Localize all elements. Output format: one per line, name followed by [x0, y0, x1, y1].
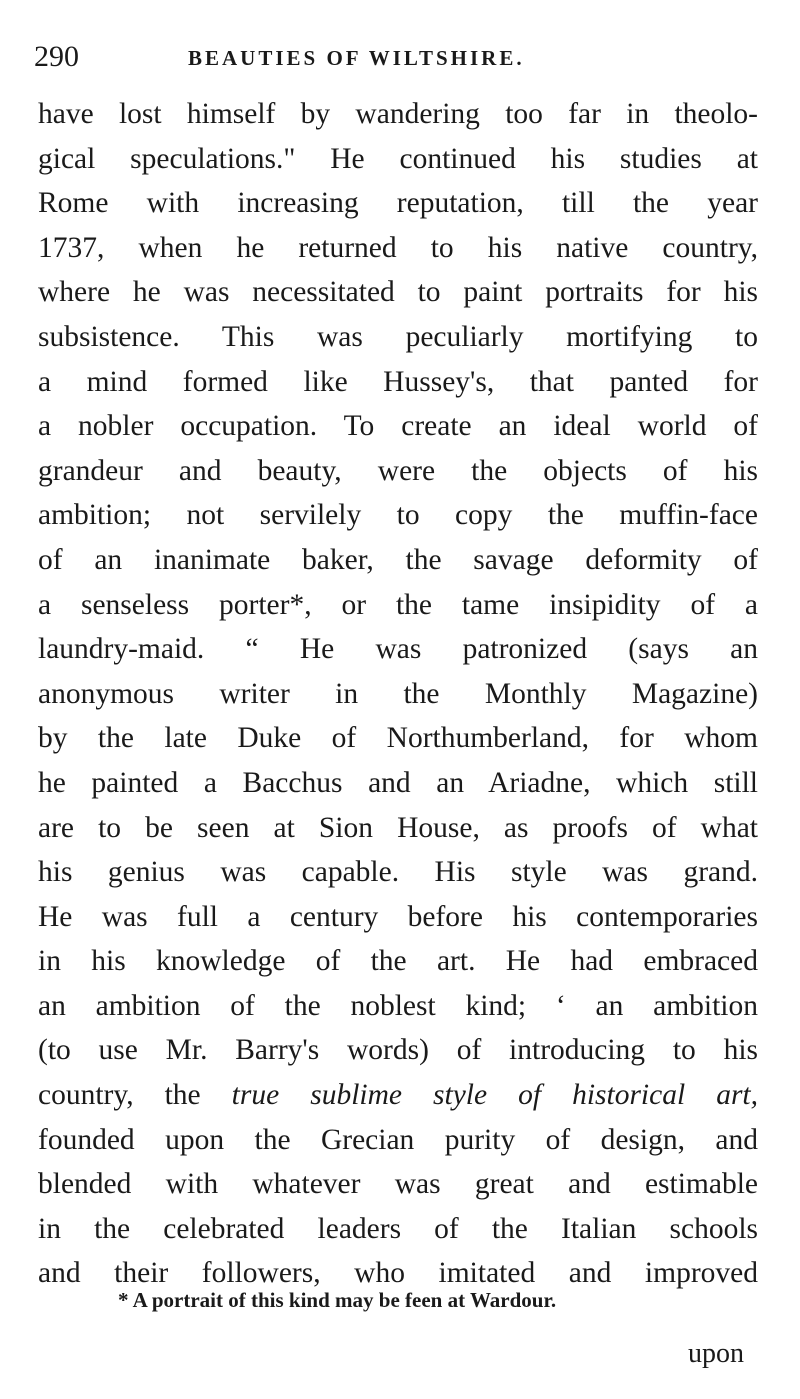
footnote: * A portrait of this kind may be feen at Wardour.: [118, 1288, 557, 1312]
text-line: Rome with increasing reputation, till the year: [38, 187, 758, 220]
text-line: an ambition of the noblest kind; ‘ an ambition: [38, 989, 758, 1022]
text-line: He was full a century before his contemporaries: [38, 900, 758, 933]
text-line: are to be seen at Sion House, as proofs of what: [38, 811, 758, 844]
text-line: his genius was capable. His style was grand.: [38, 856, 758, 889]
text-line: and their followers, who imitated and improved: [38, 1257, 758, 1290]
text-line: have lost himself by wandering too far in theolo-: [38, 98, 758, 130]
page-number: 290: [34, 40, 79, 73]
text-line-italic: [38, 1073, 758, 1118]
text-line: a mind formed like Hussey's, that panted for: [38, 365, 758, 398]
text-line: where he was necessitated to paint portraits for his: [38, 276, 758, 309]
italic-quote: true sublime style of historical art,: [231, 1079, 758, 1112]
text-line: subsistence. This was peculiarly mortifying to: [38, 320, 758, 353]
text-line: by the late Duke of Northumberland, for whom: [38, 722, 758, 755]
text-line: gical speculations." He continued his studies at: [38, 142, 758, 175]
roman-segment: country, the: [38, 1079, 201, 1112]
text-line: laundry-maid. “ He was patronized (says an: [38, 633, 758, 666]
catchword: upon: [688, 1338, 744, 1369]
running-title: BEAUTIES OF WILTSHIRE.: [188, 46, 525, 70]
text-line: ambition; not servilely to copy the muffin-face: [38, 499, 758, 532]
text-line: founded upon the Grecian purity of design, and: [38, 1123, 758, 1156]
page-header: [34, 40, 594, 80]
text-line: grandeur and beauty, were the objects of his: [38, 454, 758, 487]
text-line: a nobler occupation. To create an ideal world of: [38, 410, 758, 443]
body-text: [38, 92, 758, 1296]
text-line: in his knowledge of the art. He had embraced: [38, 945, 758, 978]
text-line: he painted a Bacchus and an Ariadne, which still: [38, 766, 758, 799]
text-line: (to use Mr. Barry's words) of introducing to his: [38, 1034, 758, 1067]
text-line: anonymous writer in the Monthly Magazine): [38, 677, 758, 710]
text-line: 1737, when he returned to his native country,: [38, 231, 758, 264]
text-line: blended with whatever was great and estimable: [38, 1168, 758, 1201]
text-line: of an inanimate baker, the savage deformity of: [38, 543, 758, 576]
text-line: in the celebrated leaders of the Italian schools: [38, 1212, 758, 1245]
text-line: a senseless porter*, or the tame insipidity of a: [38, 588, 758, 621]
